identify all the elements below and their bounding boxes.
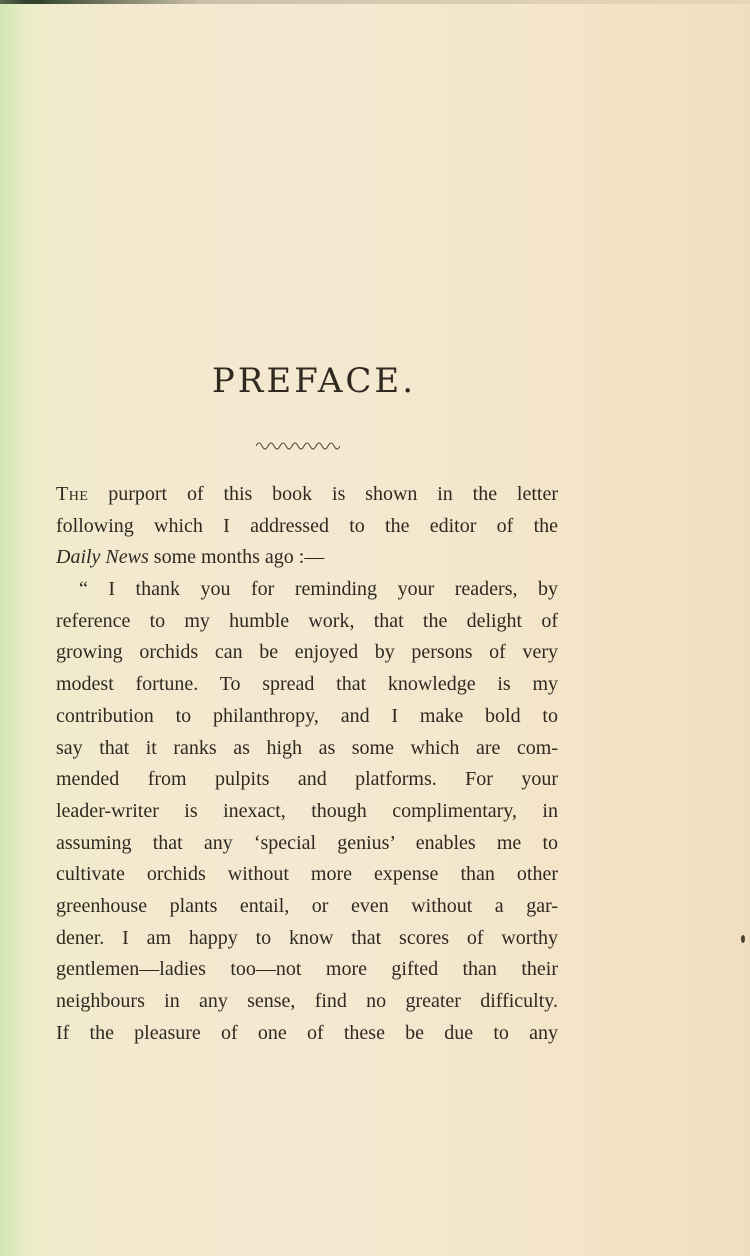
drop-word: The — [56, 483, 89, 505]
line-3-text: some months ago :— — [148, 546, 325, 569]
text-line-2: following which I addressed to the editor of the — [56, 514, 558, 537]
text-line-12: assuming that any ‘special genius’ enables me to — [56, 831, 558, 854]
text-line-6: growing orchids can be enjoyed by persons of very — [56, 641, 558, 664]
newspaper-title: Daily News — [56, 546, 149, 569]
preface-body — [56, 479, 558, 1049]
text-line-4: “ I thank you for reminding your readers, by — [79, 578, 558, 601]
text-line-14: greenhouse plants entail, or even without a gar- — [56, 894, 558, 917]
text-line-15: dener. I am happy to know that scores of worthy — [56, 926, 558, 949]
text-line-3 — [56, 542, 558, 574]
text-line-9: say that it ranks as high as some which are com- — [56, 736, 558, 759]
text-line-17: neighbours in any sense, find no greater difficulty. — [56, 990, 558, 1012]
wave-ornament-icon — [256, 438, 340, 450]
text-line-16: gentlemen—ladies too—not more gifted than their — [56, 958, 558, 981]
text-line-18: If the pleasure of one of these be due to any — [56, 1021, 558, 1044]
line-1-text: purport of this book is shown in the letter — [88, 483, 558, 505]
text-line-8: contribution to philanthropy, and I make bold to — [56, 704, 558, 727]
text-line-1 — [56, 479, 558, 511]
text-line-5: reference to my humble work, that the delight of — [56, 609, 558, 632]
text-line-10: mended from pulpits and platforms. For your — [56, 768, 558, 791]
page-title: PREFACE. — [211, 361, 417, 401]
page-top-edge — [0, 0, 750, 4]
paper-speck — [741, 935, 745, 943]
text-line-7: modest fortune. To spread that knowledge is my — [56, 673, 558, 696]
text-line-11: leader-writer is inexact, though complimentary, in — [56, 799, 558, 822]
text-line-13: cultivate orchids without more expense than other — [56, 863, 558, 886]
page-gutter-shadow — [0, 0, 28, 1256]
